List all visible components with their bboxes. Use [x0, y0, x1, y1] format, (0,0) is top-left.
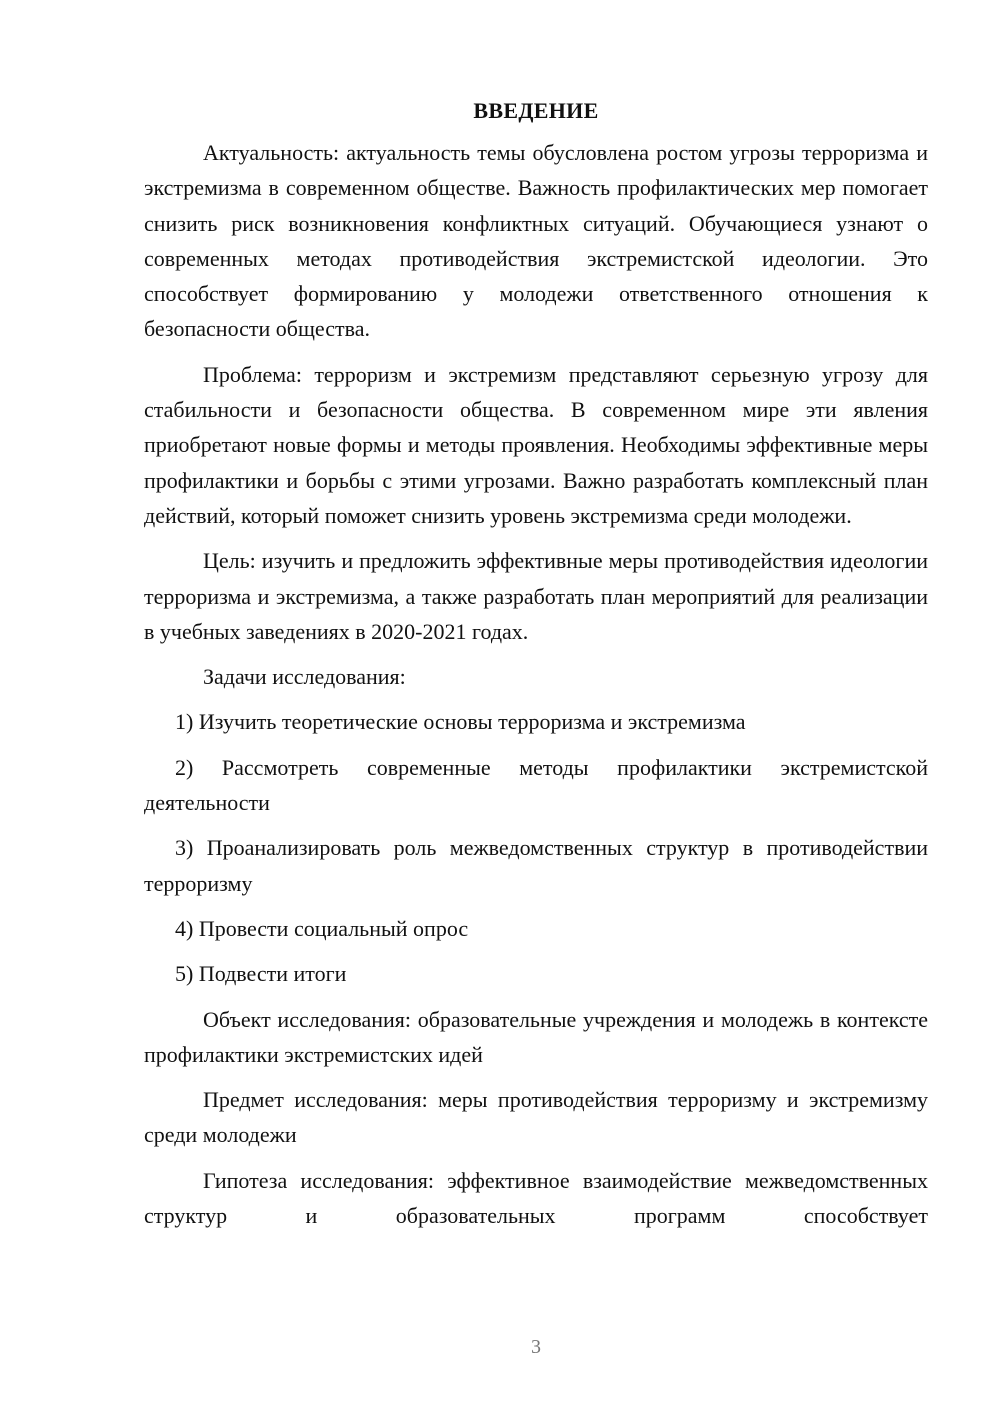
page-body	[144, 94, 928, 1233]
page-title: ВВЕДЕНИЕ	[473, 98, 599, 123]
task-item-5: 5) Подвести итоги	[175, 961, 347, 987]
paragraph-subject: Предмет исследования: меры противодействия терроризму и экстремизму среди молодежи	[144, 1087, 928, 1148]
paragraph-relevance: Актуальность: актуальность темы обусловлена ростом угрозы терроризма и экстремизма в современном обществе. Важность профилактических мер помогает снизить риск возникновения конфликтных ситуаций. Обучающиеся узнают о современных методах противодействия экстремистской идеологии. Это способствует формированию у молодежи ответственного отношения к безопасности общества.	[144, 140, 928, 342]
paragraph-problem: Проблема: терроризм и экстремизм представляют серьезную угрозу для стабильности и безопасности общества. В современном мире эти явления приобретают новые формы и методы проявления. Необходимы эффективные меры профилактики и борьбы с этими угрозами. Важно разработать комплексный план действий, который поможет снизить уровень экстремизма среди молодежи.	[144, 361, 928, 528]
page-number: 3	[531, 1336, 541, 1358]
tasks-heading: Задачи исследования:	[203, 664, 406, 690]
task-item-1: 1) Изучить теоретические основы терроризма и экстремизма	[175, 709, 746, 735]
task-item-2: 2) Рассмотреть современные методы профилактики экстремистской деятельности	[144, 754, 928, 816]
task-item-4: 4) Провести социальный опрос	[175, 915, 469, 941]
task-item-3: 3) Проанализировать роль межведомственных структур в противодействии терроризму	[144, 835, 928, 896]
paragraph-goal: Цель: изучить и предложить эффективные меры противодействия идеологии терроризма и экстремизма, а также разработать план мероприятий для реализации в учебных заведениях в 2020-2021 годах.	[144, 548, 928, 644]
paragraph-hypothesis: Гипотеза исследования: эффективное взаимодействие межведомственных структур и образовательных программ способствует	[144, 1167, 928, 1229]
paragraph-object: Объект исследования: образовательные учреждения и молодежь в контексте профилактики экстремистских идей	[144, 1006, 928, 1067]
